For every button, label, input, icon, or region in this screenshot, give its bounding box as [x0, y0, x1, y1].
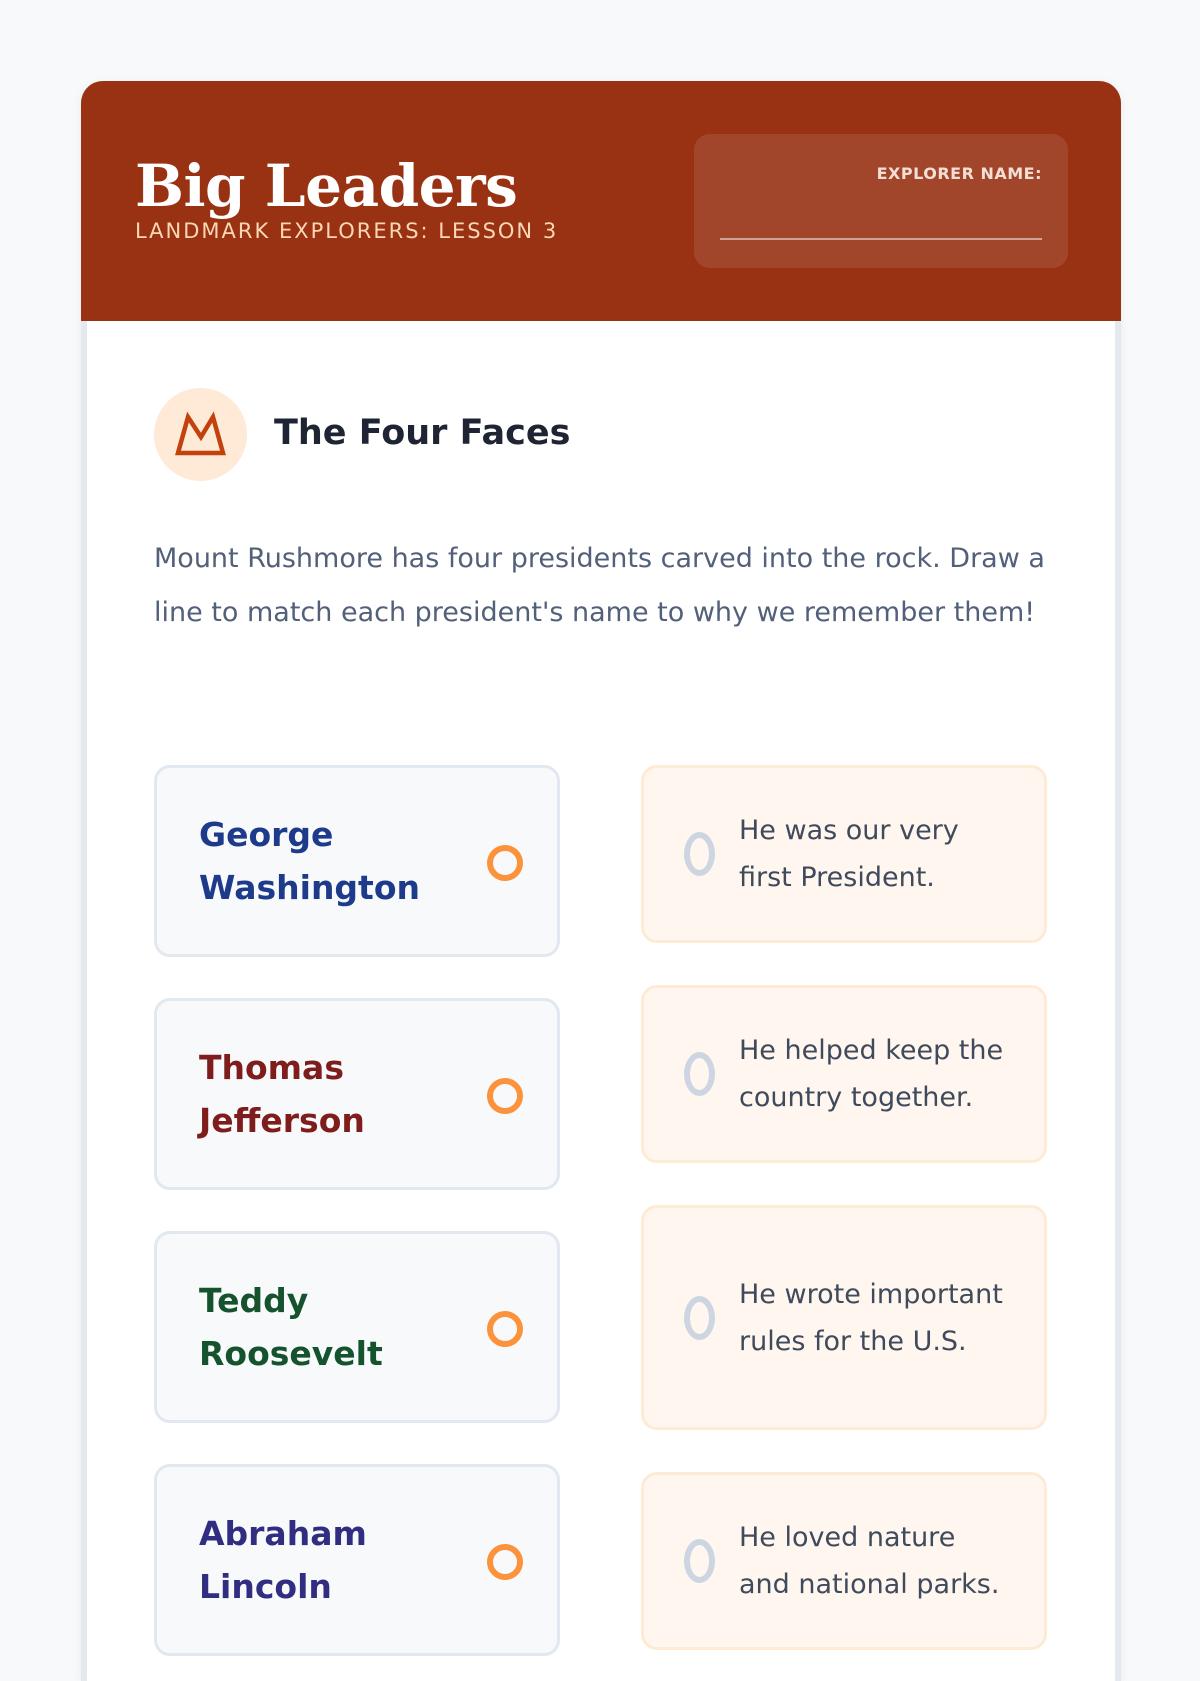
- worksheet-header: [81, 81, 1121, 321]
- reason-text: He helped keep the country together.: [739, 1035, 1004, 1113]
- reason-card[interactable]: [641, 765, 1047, 943]
- president-name: Abraham Lincoln: [199, 1514, 367, 1606]
- mountain-icon: [154, 388, 247, 481]
- president-name: George Washington: [199, 815, 420, 907]
- president-card[interactable]: [154, 1464, 560, 1656]
- reason-text: He loved nature and national parks.: [739, 1522, 1000, 1600]
- connector-ring[interactable]: [684, 832, 715, 876]
- connector-dot[interactable]: [487, 1311, 523, 1347]
- reason-text: He was our very first President.: [739, 815, 959, 893]
- president-card[interactable]: [154, 765, 560, 957]
- reason-card[interactable]: [641, 985, 1047, 1163]
- lesson-subtitle: LANDMARK EXPLORERS: LESSON 3: [135, 219, 559, 243]
- section-title: The Four Faces: [274, 413, 571, 453]
- connector-dot[interactable]: [487, 845, 523, 881]
- president-name: Thomas Jefferson: [199, 1048, 365, 1140]
- explorer-name-field[interactable]: [720, 238, 1042, 240]
- instructions-text: Mount Rushmore has four presidents carved into the rock. Draw a line to match each president's name to why we remember them!: [154, 543, 1045, 628]
- connector-dot[interactable]: [487, 1544, 523, 1580]
- connector-dot[interactable]: [487, 1078, 523, 1114]
- connector-ring[interactable]: [684, 1539, 715, 1583]
- president-card[interactable]: [154, 1231, 560, 1423]
- president-card[interactable]: [154, 998, 560, 1190]
- connector-ring[interactable]: [684, 1296, 715, 1340]
- explorer-name-label: EXPLORER NAME:: [876, 164, 1042, 183]
- connector-ring[interactable]: [684, 1052, 715, 1096]
- reason-card[interactable]: [641, 1472, 1047, 1650]
- president-name: Teddy Roosevelt: [199, 1281, 383, 1373]
- explorer-name-box: [694, 134, 1068, 268]
- reason-card[interactable]: [641, 1205, 1047, 1430]
- worksheet-title: Big Leaders: [135, 152, 518, 220]
- reason-text: He wrote important rules for the U.S.: [739, 1278, 1003, 1357]
